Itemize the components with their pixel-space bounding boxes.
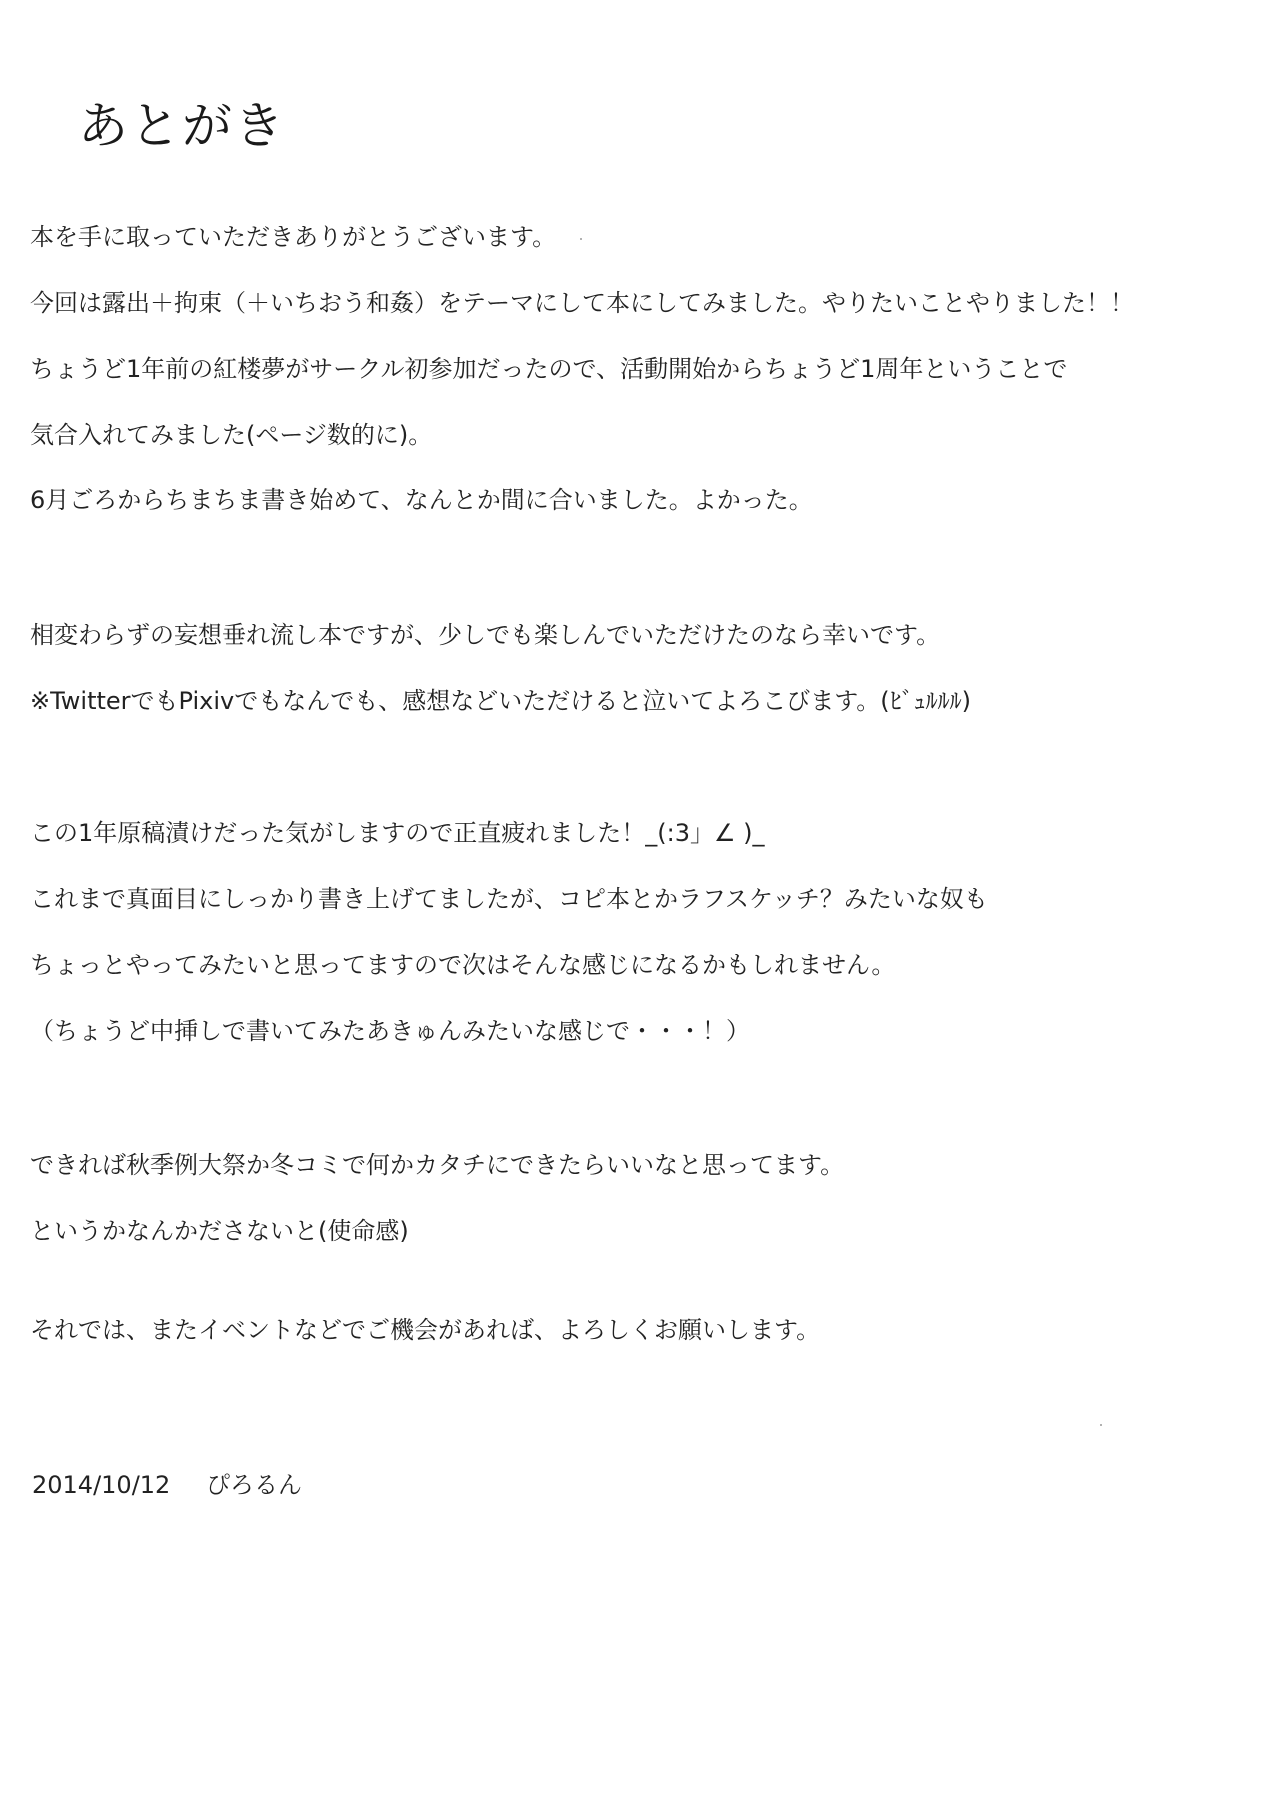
- paragraph-line: （ちょうど中挿しで書いてみたあきゅんみたいな感じで・・・！）: [30, 1017, 750, 1045]
- signature-date: 2014/10/12: [32, 1471, 171, 1499]
- paragraph-line: 気合入れてみました(ページ数的に)。: [30, 421, 433, 449]
- paragraph-line: 今回は露出＋拘束（＋いちおう和姦）をテーマにして本にしてみました。やりたいことやりました！！: [30, 289, 1134, 317]
- scan-speck: [580, 238, 582, 240]
- paragraph-line: この1年原稿漬けだった気がしますので正直疲れました！_(:3」∠ )_: [30, 819, 765, 847]
- page-title: あとがき: [78, 97, 286, 155]
- paragraph-line: 6月ごろからちまちま書き始めて、なんとか間に合いました。よかった。: [30, 486, 813, 514]
- paragraph-line: というかなんかださないと(使命感): [30, 1217, 409, 1245]
- signature-author: ぴろるん: [205, 1471, 302, 1499]
- paragraph-line: 本を手に取っていただきありがとうございます。: [30, 223, 557, 251]
- paragraph-line: 相変わらずの妄想垂れ流し本ですが、少しでも楽しんでいただけたのなら幸いです。: [30, 621, 941, 649]
- paragraph-line: できれば秋季例大祭か冬コミで何かカタチにできたらいいなと思ってます。: [30, 1151, 845, 1179]
- paragraph-line: それでは、またイベントなどでご機会があれば、よろしくお願いします。: [30, 1316, 821, 1344]
- paragraph-line: これまで真面目にしっかり書き上げてましたが、コピ本とかラフスケッチ？みたいな奴も: [30, 885, 988, 913]
- signature: [32, 1470, 302, 1500]
- paragraph-line: ※TwitterでもPixivでもなんでも、感想などいただけると泣いてよろこびます。(ﾋﾞｭﾙﾙﾙ): [30, 687, 972, 715]
- paragraph-line: ちょっとやってみたいと思ってますので次はそんな感じになるかもしれません。: [30, 951, 896, 979]
- scan-speck: [1100, 1424, 1102, 1426]
- paragraph-line: ちょうど1年前の紅楼夢がサークル初参加だったので、活動開始からちょうど1周年ということで: [30, 355, 1068, 383]
